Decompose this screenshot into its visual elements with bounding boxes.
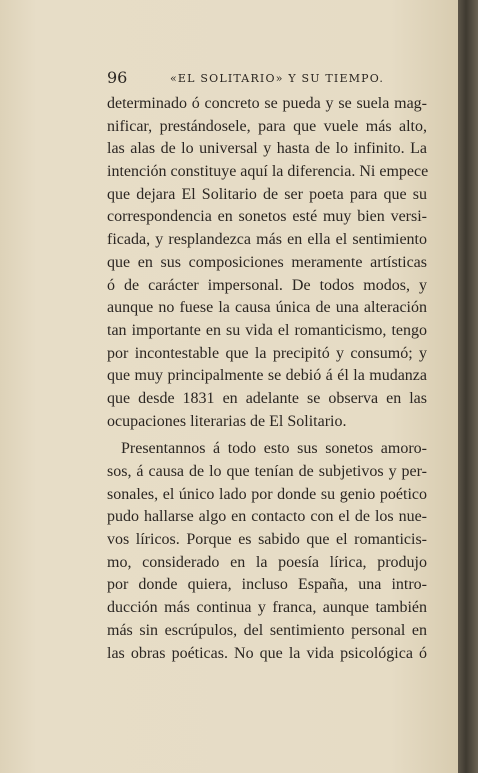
text-line: que en sus composiciones meramente artísticas (107, 253, 427, 271)
running-title: «EL SOLITARIO» Y SU TIEMPO. (170, 72, 385, 85)
text-line: por donde quiera, incluso España, una intro- (107, 576, 427, 594)
book-gutter-edge (458, 0, 478, 773)
text-line: nificar, prestándosele, para que vuele más alto, (107, 117, 427, 135)
running-head (107, 68, 437, 88)
text-line: mo, considerado en la poesía lírica, produjo (107, 553, 427, 571)
text-line: más sin escrúpulos, del sentimiento personal en (107, 621, 427, 639)
text-line: aunque no fuese la causa única de una alteración (107, 299, 427, 317)
text-line: tan importante en su vida el romanticismo, tengo (107, 321, 427, 339)
text-line: sos, á causa de lo que tenían de subjetivos y per- (107, 463, 427, 480)
text-line: sonales, el único lado por donde su genio poético (107, 485, 427, 503)
text-line: que desde 1831 en adelante se observa en las (107, 389, 427, 407)
text-line: las alas de lo universal y hasta de lo infinito. La (107, 140, 427, 158)
text-line: determinado ó concreto se pueda y se suela mag- (107, 95, 427, 112)
text-line: ó de carácter impersonal. De todos modos, y (107, 276, 427, 294)
paragraph-2 (107, 438, 427, 665)
text-line: vos líricos. Porque es sabido que el romanticis- (107, 531, 427, 549)
text-line: por incontestable que la precipitó y consumó; y (107, 344, 427, 362)
page-number: 96 (107, 68, 128, 87)
body-text (107, 93, 427, 665)
text-line: pudo hallarse algo en contacto con el de los nue- (107, 508, 427, 526)
text-line: que dejara El Solitario de ser poeta para que su (107, 185, 427, 203)
text-line: ficada, y resplandezca más en ella el sentimiento (107, 231, 427, 249)
text-line: ducción más continua y franca, aunque también (107, 599, 427, 617)
text-line: las obras poéticas. No que la vida psicológica ó (107, 644, 427, 662)
text-line: ocupaciones literarias de El Solitario. (107, 412, 347, 430)
text-line: que muy principalmente se debió á él la mudanza (107, 367, 427, 385)
paragraph-1 (107, 93, 427, 433)
text-line: correspondencia en sonetos esté muy bien versi- (107, 208, 427, 226)
text-line: Presentannos á todo esto sus sonetos amoro- (121, 440, 427, 458)
text-line: intención constituye aquí la diferencia. Ni empece (107, 163, 429, 181)
